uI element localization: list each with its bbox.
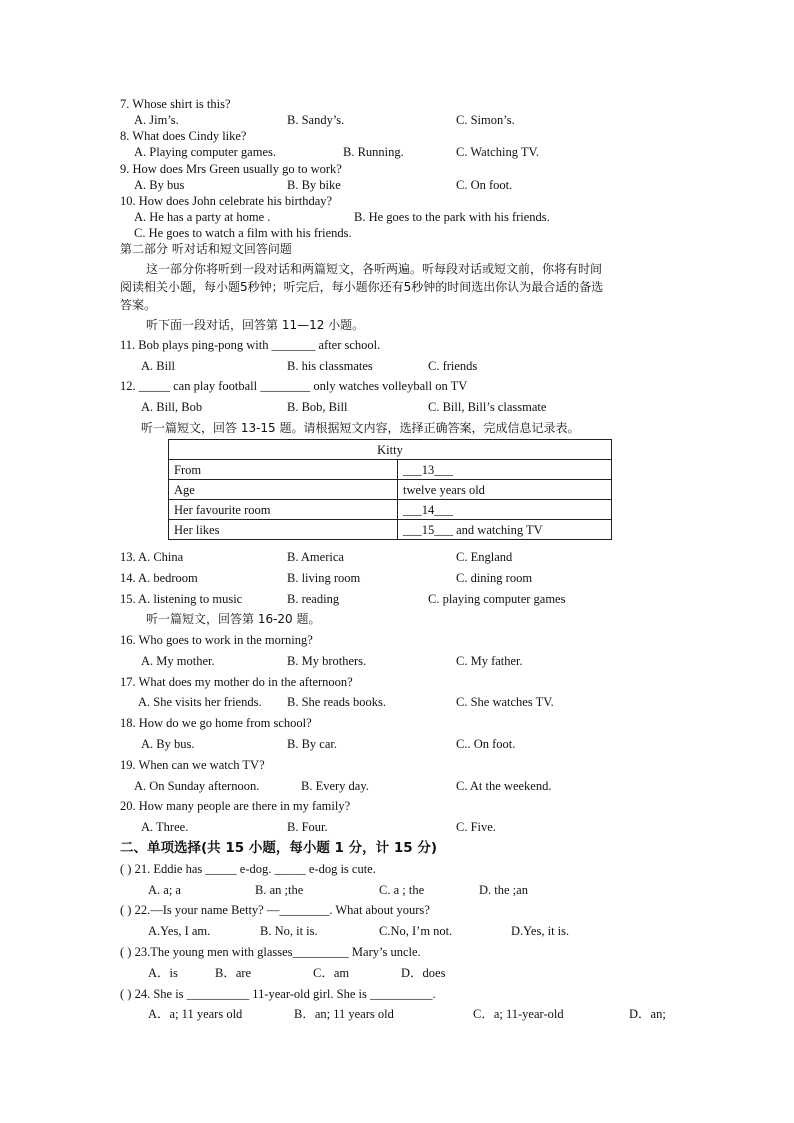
option-10c: C. He goes to watch a film with his friends. — [134, 226, 352, 240]
option-11b: B. his classmates — [287, 359, 373, 373]
option-15a: 15. A. listening to music — [120, 592, 243, 606]
option-20b: B. Four. — [287, 820, 328, 834]
option-9a: A. By bus — [134, 178, 185, 192]
question-10: 10. How does John celebrate his birthday? — [120, 194, 333, 208]
option-20a: A. Three. — [141, 820, 189, 834]
option-18b: B. By car. — [287, 737, 337, 751]
option-21a: A. a; a — [148, 883, 181, 897]
question-11: 11. Bob plays ping-pong with _______ after school. — [120, 338, 381, 352]
option-9c: C. On foot. — [456, 178, 513, 192]
table-header: Kitty — [169, 440, 612, 460]
option-16a: A. My mother. — [141, 654, 215, 668]
option-24a: A．a; 11 years old — [148, 1007, 243, 1021]
option-24d: D．an; — [629, 1007, 666, 1021]
option-14c: C. dining room — [456, 571, 533, 585]
option-7a: A. Jim’s. — [134, 113, 179, 127]
question-23: ( ) 23.The young men with glasses_________ Mary’s uncle. — [120, 945, 421, 959]
option-7b: B. Sandy’s. — [287, 113, 345, 127]
question-20: 20. How many people are there in my family? — [120, 799, 351, 813]
question-7: 7. Whose shirt is this? — [120, 97, 231, 111]
option-19a: A. On Sunday afternoon. — [134, 779, 260, 793]
question-19: 19. When can we watch TV? — [120, 758, 265, 772]
question-9: 9. How does Mrs Green usually go to work? — [120, 162, 342, 176]
table-row — [169, 500, 612, 520]
option-22a: A.Yes, I am. — [148, 924, 211, 938]
option-9b: B. By bike — [287, 178, 341, 192]
option-21d: D. the ;an — [479, 883, 528, 897]
row-value: ___14___ — [398, 500, 612, 520]
option-18a: A. By bus. — [141, 737, 195, 751]
option-11c: C. friends — [428, 359, 478, 373]
option-23d: D．does — [401, 966, 446, 980]
question-21: ( ) 21. Eddie has _____ e-dog. _____ e-dog is cute. — [120, 862, 376, 876]
question-17: 17. What does my mother do in the afternoon? — [120, 675, 353, 689]
question-18: 18. How do we go home from school? — [120, 716, 312, 730]
option-16c: C. My father. — [456, 654, 523, 668]
option-13c: C. England — [456, 550, 513, 564]
question-12: 12. _____ can play football ________ only watches volleyball on TV — [120, 379, 468, 393]
option-19c: C. At the weekend. — [456, 779, 552, 793]
row-value: ___13___ — [398, 460, 612, 480]
question-24: ( ) 24. She is __________ 11-year-old girl. She is __________. — [120, 987, 436, 1001]
option-15c: C. playing computer games — [428, 592, 566, 606]
option-17c: C. She watches TV. — [456, 695, 554, 709]
kitty-info-table — [168, 439, 612, 540]
option-13a: 13. A. China — [120, 550, 184, 564]
table-row — [169, 520, 612, 540]
option-12b: B. Bob, Bill — [287, 400, 348, 414]
part2-title: 第二部分 听对话和短文回答问题 — [120, 242, 292, 256]
option-17a: A. She visits her friends. — [138, 695, 262, 709]
passage2-note: 听一篇短文，回答第 16-20 题。 — [146, 612, 321, 626]
dialog-note: 听下面一段对话，回答第 11—12 小题。 — [146, 318, 365, 332]
option-8b: B. Running. — [343, 145, 404, 159]
question-16: 16. Who goes to work in the morning? — [120, 633, 313, 647]
option-21b: B. an ;the — [255, 883, 304, 897]
row-label: Her likes — [169, 520, 398, 540]
option-18c: C.. On foot. — [456, 737, 516, 751]
option-14a: 14. A. bedroom — [120, 571, 198, 585]
option-12a: A. Bill, Bob — [141, 400, 203, 414]
option-11a: A. Bill — [141, 359, 176, 373]
option-10b: B. He goes to the park with his friends. — [354, 210, 550, 224]
passage1-note: 听一篇短文，回答 13-15 题。请根据短文内容，选择正确答案，完成信息记录表。 — [141, 421, 580, 435]
part2-intro-line2: 阅读相关小题，每小题5秒钟；听完后，每小题你还有5秒钟的时间选出你认为最合适的备选 — [120, 280, 604, 294]
option-17b: B. She reads books. — [287, 695, 386, 709]
option-13b: B. America — [287, 550, 344, 564]
option-24c: C．a; 11-year-old — [473, 1007, 564, 1021]
row-value: twelve years old — [398, 480, 612, 500]
option-22b: B. No, it is. — [260, 924, 318, 938]
part2-intro-line1: 这一部分你将听到一段对话和两篇短文，各听两遍。听每段对话或短文前，你将有时间 — [146, 262, 603, 276]
row-value: ___15___ and watching TV — [398, 520, 612, 540]
part2-intro-line3: 答案。 — [120, 298, 157, 312]
option-7c: C. Simon’s. — [456, 113, 515, 127]
row-label: From — [169, 460, 398, 480]
option-10a: A. He has a party at home . — [134, 210, 271, 224]
table-row — [169, 460, 612, 480]
option-23c: C．am — [313, 966, 350, 980]
section2-title: 二、单项选择(共 15 小题，每小题 1 分，计 15 分) — [120, 840, 438, 856]
question-22: ( ) 22.—Is your name Betty? —________. What about yours? — [120, 903, 430, 917]
option-14b: B. living room — [287, 571, 361, 585]
table-row — [169, 480, 612, 500]
option-23a: A．is — [148, 966, 178, 980]
option-15b: B. reading — [287, 592, 340, 606]
option-20c: C. Five. — [456, 820, 496, 834]
row-label: Age — [169, 480, 398, 500]
question-8: 8. What does Cindy like? — [120, 129, 247, 143]
option-8a: A. Playing computer games. — [134, 145, 276, 159]
row-label: Her favourite room — [169, 500, 398, 520]
option-12c: C. Bill, Bill’s classmate — [428, 400, 547, 414]
option-22d: D.Yes, it is. — [511, 924, 570, 938]
option-8c: C. Watching TV. — [456, 145, 540, 159]
option-24b: B．an; 11 years old — [294, 1007, 394, 1021]
option-16b: B. My brothers. — [287, 654, 367, 668]
option-23b: B．are — [215, 966, 252, 980]
option-21c: C. a ; the — [379, 883, 425, 897]
option-19b: B. Every day. — [301, 779, 369, 793]
option-22c: C.No, I’m not. — [379, 924, 453, 938]
